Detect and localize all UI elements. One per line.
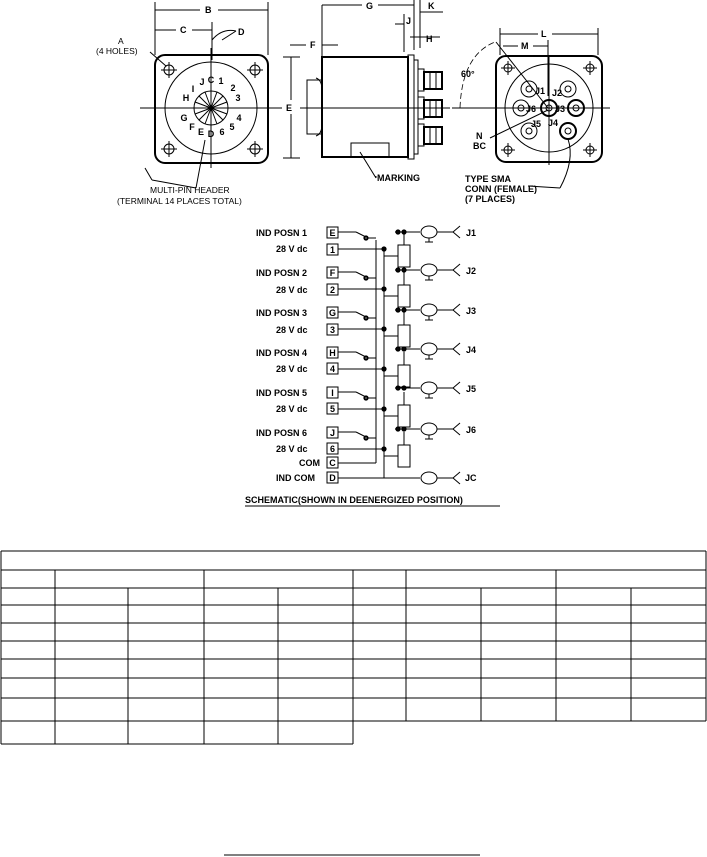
mounting-hole: [583, 61, 597, 75]
supply-label: 28 V dc: [276, 404, 308, 414]
port-arrow: [453, 388, 460, 394]
bc-label: BC: [473, 141, 486, 151]
mounting-hole: [247, 62, 263, 78]
label-a-sub: (4 HOLES): [96, 46, 138, 56]
port-label: J6: [466, 425, 477, 435]
terminal-label: C: [329, 458, 336, 468]
supply-label: 28 V dc: [276, 244, 308, 254]
port-symbol: [421, 382, 437, 394]
mounting-hole: [161, 141, 177, 157]
coil: [398, 405, 410, 427]
supply-label: 28 V dc: [276, 364, 308, 374]
terminal-label: H: [329, 348, 336, 358]
dim-j-label: J: [406, 16, 412, 26]
dim-m-label: M: [521, 41, 529, 51]
terminal-label: 1: [329, 245, 336, 255]
switch-contact: [364, 356, 367, 359]
sma-connector: [418, 69, 442, 91]
sma-note-2: CONN (FEMALE): [465, 184, 537, 194]
port-symbol: [421, 226, 437, 238]
port-j2: [560, 81, 576, 97]
n-label: N: [476, 131, 483, 141]
port-arrow: [453, 310, 460, 316]
mounting-hole: [501, 143, 515, 157]
port-arrow: [453, 382, 460, 388]
mounting-hole: [583, 143, 597, 157]
header-note-2: (TERMINAL 14 PLACES TOTAL): [117, 196, 242, 206]
row-name: IND POSN 6: [256, 428, 308, 438]
terminal-label: 3: [329, 325, 336, 335]
side-view: [283, 0, 450, 183]
port-label: JC: [465, 473, 477, 483]
row-name: IND POSN 1: [256, 228, 308, 238]
port-symbol: [421, 304, 437, 316]
mounting-hole: [161, 62, 177, 78]
switch-contact: [364, 276, 367, 279]
terminal-label: E: [329, 228, 336, 238]
port-arrow: [453, 343, 460, 349]
dim-d-label: D: [238, 27, 245, 37]
switch-contact: [364, 396, 367, 399]
port-arrow: [453, 423, 460, 429]
dim-f-label: F: [310, 40, 316, 50]
com-label: COM: [299, 458, 320, 468]
port-label: J4: [548, 118, 559, 128]
port-arrow: [453, 232, 460, 238]
port-symbol: [421, 343, 437, 355]
pin-label: 6: [219, 127, 225, 137]
port-arrow: [453, 349, 460, 355]
pin-label: C: [207, 75, 215, 85]
port-label: J4: [466, 345, 477, 355]
dim-k-label: K: [428, 1, 435, 11]
port-label: J3: [466, 306, 477, 316]
pin-label: G: [180, 113, 188, 123]
pin-label: D: [207, 129, 215, 139]
port-arrow: [453, 429, 460, 435]
dim-c-label: C: [180, 25, 187, 35]
supply-label: 28 V dc: [276, 444, 308, 454]
schematic: [245, 226, 500, 506]
terminal-label: F: [329, 268, 336, 278]
ind-com-label: IND COM: [276, 473, 315, 483]
coil: [398, 285, 410, 307]
terminal-label: J: [329, 428, 336, 438]
pin-hub: [194, 91, 228, 125]
front-view: [96, 2, 282, 206]
marking-label: MARKING: [377, 173, 420, 183]
switch-contact: [364, 236, 367, 239]
row-name: IND POSN 2: [256, 268, 308, 278]
switch-contact: [364, 316, 367, 319]
coil: [398, 445, 410, 467]
label-a: A: [118, 36, 124, 46]
port-symbol: [421, 423, 437, 435]
pin-label: 5: [229, 122, 235, 132]
dim-l-label: L: [541, 29, 547, 39]
pin-label: 3: [235, 93, 241, 103]
rear-view: [452, 28, 610, 204]
terminal-label: 6: [329, 444, 336, 454]
pin-label: 1: [218, 76, 224, 86]
pin-label: J: [199, 77, 205, 87]
coil: [398, 245, 410, 267]
port-label: J6: [526, 104, 537, 114]
port-label: J1: [466, 228, 477, 238]
data-table: [1, 551, 706, 744]
terminal-label: 2: [329, 285, 336, 295]
terminal-label: D: [329, 473, 336, 483]
pin-label: I: [191, 84, 195, 94]
row-name: IND POSN 5: [256, 388, 308, 398]
terminal-label: I: [331, 388, 334, 398]
switch-contact: [364, 436, 367, 439]
pin-label: F: [189, 122, 195, 132]
coil: [398, 325, 410, 347]
port-label: J2: [552, 88, 563, 98]
angle-label: 60°: [461, 69, 475, 79]
row-name: IND POSN 3: [256, 308, 308, 318]
supply-label: 28 V dc: [276, 285, 308, 295]
row-name: IND POSN 4: [256, 348, 308, 358]
port-label: J5: [531, 119, 542, 129]
mounting-hole: [247, 141, 263, 157]
sma-note-1: TYPE SMA: [465, 174, 512, 184]
dim-g-label: G: [366, 1, 374, 11]
terminal-label: 5: [329, 404, 336, 414]
port-arrow: [453, 270, 460, 276]
supply-label: 28 V dc: [276, 325, 308, 335]
port-j4: [560, 123, 576, 139]
port-arrow: [453, 264, 460, 270]
port-label: J2: [466, 266, 477, 276]
pin-label: 2: [230, 83, 236, 93]
port-arrow: [453, 478, 460, 484]
sma-note-3: (7 PLACES): [465, 194, 516, 204]
dim-b-label: B: [205, 5, 212, 15]
terminal-label: 4: [329, 364, 336, 374]
port-label: J3: [555, 104, 566, 114]
coil: [398, 365, 410, 387]
pin-label: 4: [236, 113, 242, 123]
port-symbol: [421, 472, 437, 484]
pin-label: E: [197, 127, 205, 137]
terminal-label: G: [328, 308, 337, 318]
schematic-title: SCHEMATIC(SHOWN IN DEENERGIZED POSITION): [245, 495, 463, 505]
dim-e-label: E: [286, 103, 293, 113]
port-arrow: [453, 304, 460, 310]
port-arrow: [453, 226, 460, 232]
port-label: J1: [535, 86, 546, 96]
schematic-wiring: [338, 226, 460, 484]
port-label: J5: [466, 384, 477, 394]
sma-connector: [418, 124, 442, 146]
pin-label: H: [182, 93, 190, 103]
port-symbol: [421, 264, 437, 276]
port-arrow: [453, 472, 460, 478]
header-note-1: MULTI-PIN HEADER: [150, 185, 230, 195]
dim-h-label: H: [426, 34, 433, 44]
